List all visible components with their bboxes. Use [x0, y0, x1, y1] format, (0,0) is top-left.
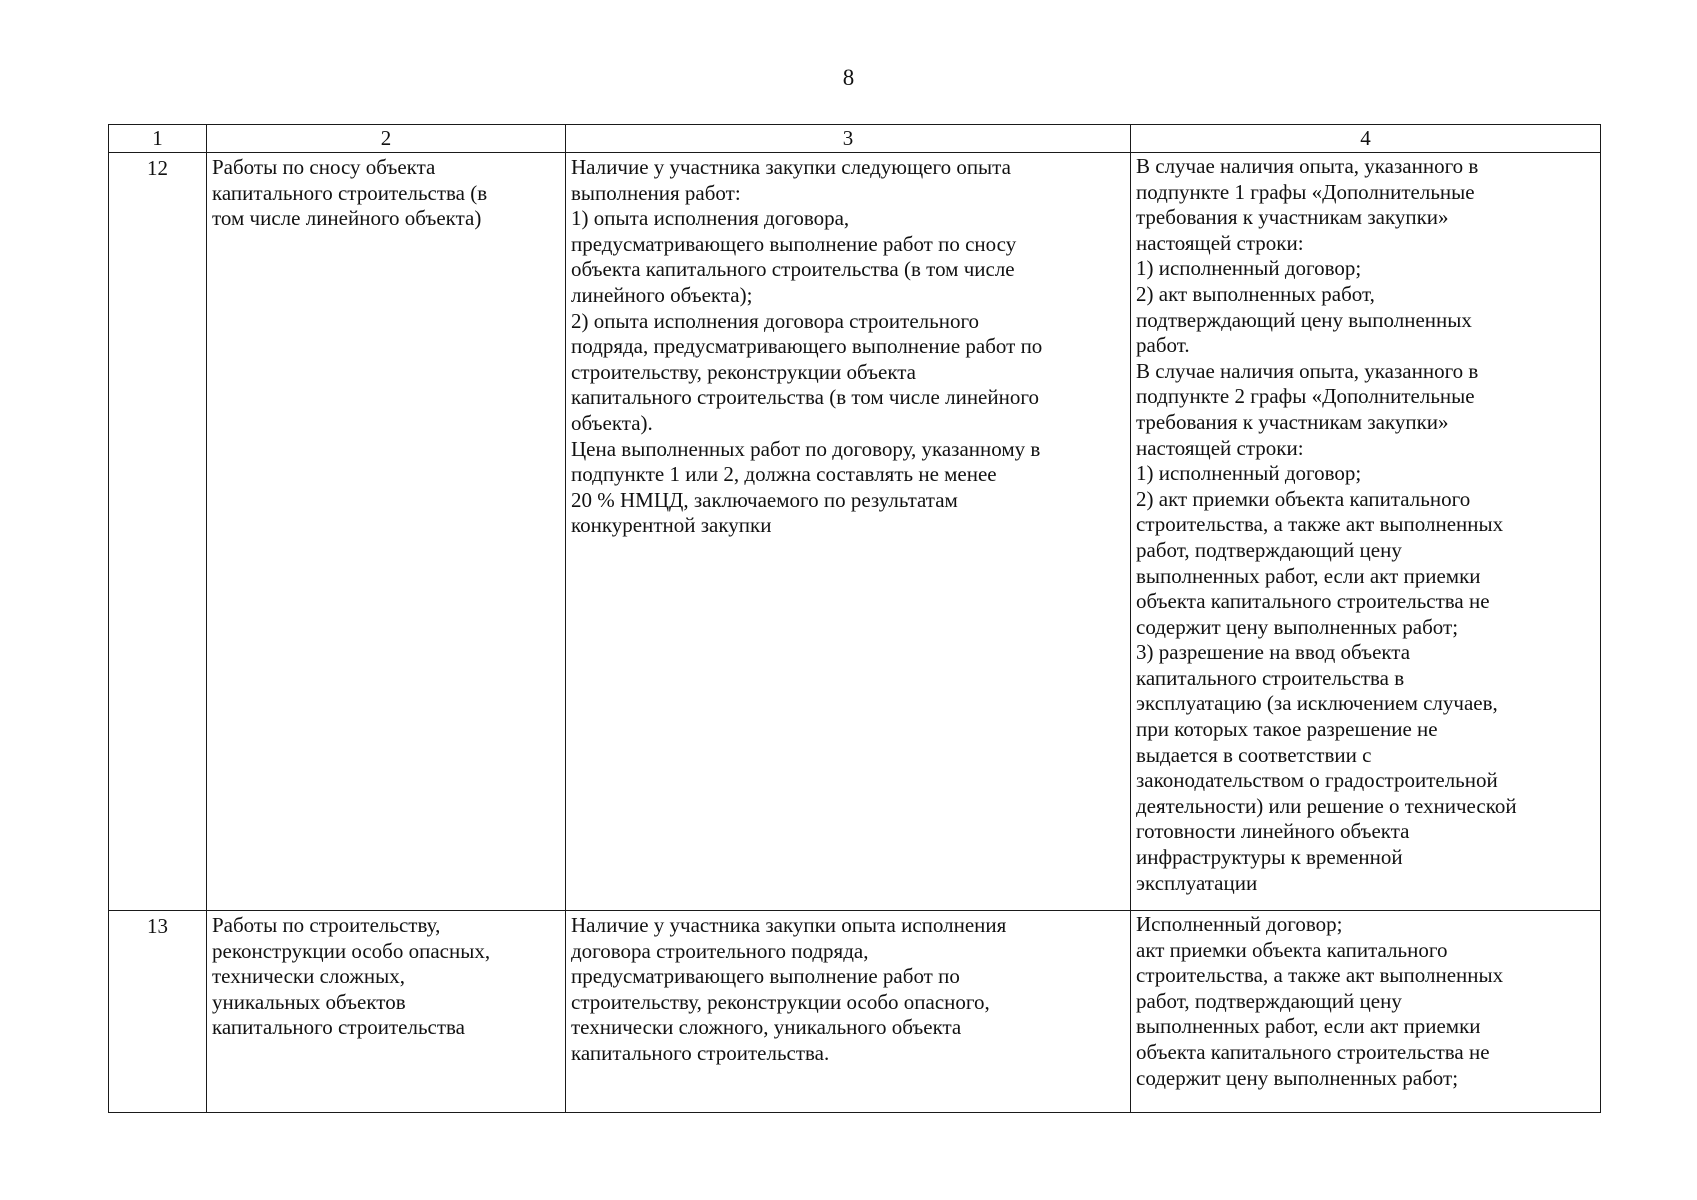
cell-line: содержит цену выполненных работ;	[1136, 614, 1459, 639]
cell-line: капитального строительства.	[571, 1040, 830, 1065]
cell-line: при которых такое разрешение не	[1136, 717, 1438, 742]
table-header-row	[109, 125, 1601, 153]
row-number: 13	[109, 911, 207, 1113]
cell-line: объекта капитального строительства (в том числе	[571, 257, 1015, 282]
cell-line: строительству, реконструкции особо опасного,	[571, 989, 990, 1014]
cell-line: уникальных объектов	[212, 989, 406, 1014]
cell-line: подпункте 2 графы «Дополнительные	[1136, 384, 1475, 409]
cell-line: эксплуатацию (за исключением случаев,	[1136, 691, 1498, 716]
cell-line: капитального строительства (в том числе линейного	[571, 385, 1039, 410]
cell-line: 2) опыта исполнения договора строительного	[571, 308, 980, 333]
cell-line: Цена выполненных работ по договору, указанному в	[571, 436, 1041, 461]
cell-line: капитального строительства	[212, 1015, 465, 1040]
cell-line: 3) разрешение на ввод объекта	[1136, 640, 1411, 665]
cell-line: настоящей строки:	[1136, 435, 1304, 460]
cell-line: предусматривающего выполнение работ по	[571, 964, 960, 989]
cell-line: капитального строительства в	[1136, 665, 1405, 690]
cell-line: подряда, предусматривающего выполнение работ по	[571, 334, 1043, 359]
column-number-2: 2	[207, 125, 566, 153]
cell-line: Наличие у участника закупки опыта исполнения	[571, 913, 1007, 937]
cell-line: Наличие у участника закупки следующего опыта	[571, 155, 1011, 179]
cell-line: Исполненный договор;	[1136, 912, 1343, 936]
cell-line: инфраструктуры к временной	[1136, 845, 1403, 870]
column-number-4: 4	[1131, 125, 1601, 153]
cell-line: подпункте 1 графы «Дополнительные	[1136, 179, 1475, 204]
cell-line: конкурентной закупки	[571, 513, 772, 538]
work-type-cell	[207, 153, 566, 911]
cell-line: объекта).	[571, 410, 653, 435]
cell-line: законодательством о градостроительной	[1136, 768, 1498, 793]
column-number-1: 1	[109, 125, 207, 153]
documents-cell	[1131, 911, 1601, 1113]
cell-line: настоящей строки:	[1136, 230, 1304, 255]
cell-line: акт приемки объекта капитального	[1136, 937, 1448, 962]
cell-line: строительства, а также акт выполненных	[1136, 512, 1504, 537]
cell-line: предусматривающего выполнение работ по сносу	[571, 231, 1017, 256]
cell-line: В случае наличия опыта, указанного в	[1136, 358, 1479, 383]
cell-line: выполнения работ:	[571, 180, 741, 205]
cell-line: подтверждающий цену выполненных	[1136, 307, 1472, 332]
cell-line: реконструкции особо опасных,	[212, 938, 491, 963]
cell-line: линейного объекта);	[571, 282, 753, 307]
cell-line: содержит цену выполненных работ;	[1136, 1065, 1459, 1090]
cell-line: объекта капитального строительства не	[1136, 1039, 1490, 1064]
cell-line: том числе линейного объекта)	[212, 206, 482, 231]
cell-line: 1) исполненный договор;	[1136, 461, 1362, 486]
cell-line: работ, подтверждающий цену	[1136, 537, 1402, 562]
cell-line: 2) акт выполненных работ,	[1136, 281, 1375, 306]
cell-line: технически сложных,	[212, 964, 405, 989]
cell-line: технически сложного, уникального объекта	[571, 1015, 962, 1040]
table-row	[109, 911, 1601, 1113]
cell-line: Работы по сносу объекта	[212, 155, 436, 179]
work-type-cell	[207, 911, 566, 1113]
documents-cell	[1131, 153, 1601, 911]
requirements-cell	[566, 153, 1131, 911]
cell-line: подпункте 1 или 2, должна составлять не менее	[571, 462, 997, 487]
cell-line: строительства, а также акт выполненных	[1136, 963, 1504, 988]
cell-line: готовности линейного объекта	[1136, 819, 1410, 844]
cell-line: требования к участникам закупки»	[1136, 205, 1449, 230]
requirements-table	[108, 124, 1601, 1113]
cell-line: 1) опыта исполнения договора,	[571, 206, 850, 231]
table-row	[109, 153, 1601, 911]
cell-line: деятельности) или решение о технической	[1136, 793, 1517, 818]
cell-line: объекта капитального строительства не	[1136, 589, 1490, 614]
cell-line: требования к участникам закупки»	[1136, 409, 1449, 434]
cell-line: 1) исполненный договор;	[1136, 256, 1362, 281]
cell-line: В случае наличия опыта, указанного в	[1136, 154, 1479, 178]
column-number-3: 3	[566, 125, 1131, 153]
cell-line: договора строительного подряда,	[571, 938, 869, 963]
cell-line: работ, подтверждающий цену	[1136, 988, 1402, 1013]
cell-line: строительству, реконструкции объекта	[571, 359, 917, 384]
cell-line: 2) акт приемки объекта капитального	[1136, 486, 1471, 511]
cell-line: 20 % НМЦД, заключаемого по результатам	[571, 487, 958, 512]
row-number: 12	[109, 153, 207, 911]
cell-line: выполненных работ, если акт приемки	[1136, 563, 1481, 588]
page-number: 8	[842, 65, 855, 90]
cell-line: работ.	[1136, 333, 1190, 358]
requirements-cell	[566, 911, 1131, 1113]
cell-line: выдается в соответствии с	[1136, 742, 1372, 767]
cell-line: Работы по строительству,	[212, 913, 441, 937]
cell-line: капитального строительства (в	[212, 180, 488, 205]
cell-line: выполненных работ, если акт приемки	[1136, 1014, 1481, 1039]
cell-line: эксплуатации	[1136, 870, 1258, 895]
